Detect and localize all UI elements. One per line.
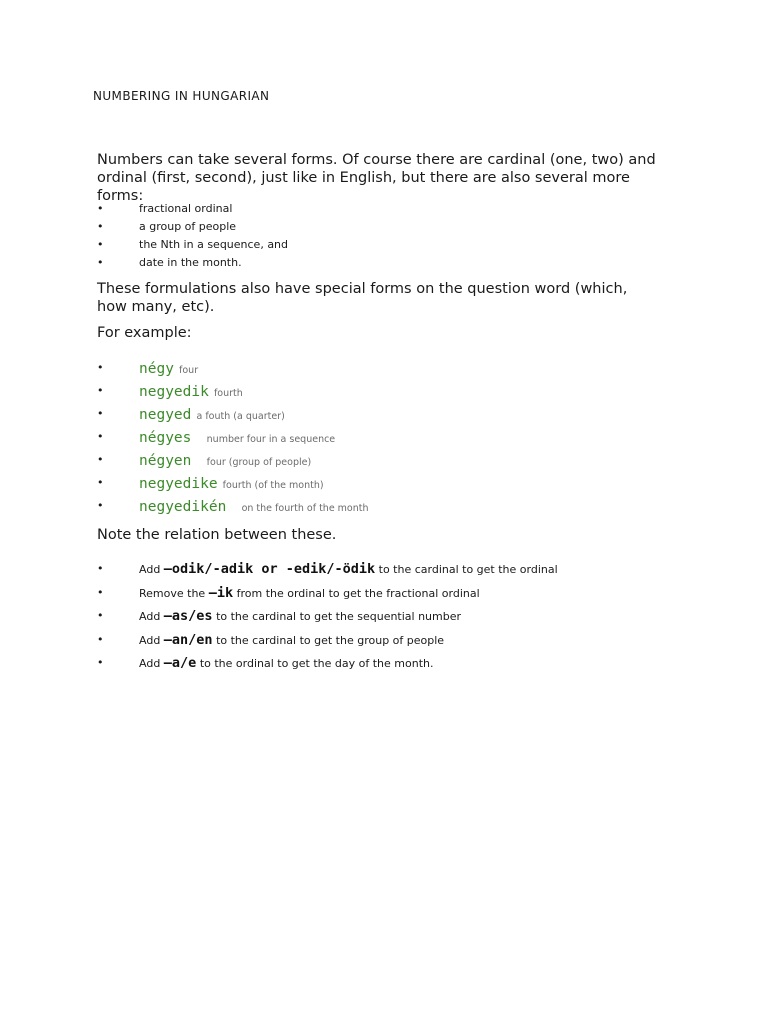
example-word: negyedike (139, 476, 218, 492)
relation-rest: to the ordinal to get the day of the month. (199, 657, 434, 670)
relation-suffix: –odik/-adik or -edik/-ödik (163, 561, 376, 577)
formulations-paragraph: These formulations also have special forms on the question word (which, how many, etc). (97, 281, 628, 315)
example-gloss: a fouth (a quarter) (196, 411, 285, 422)
relation-suffix: –as/es (163, 608, 213, 624)
for-example-heading: For example: (97, 325, 192, 341)
example-item (97, 497, 697, 520)
example-word: négyes (139, 430, 192, 446)
list-item (97, 202, 697, 220)
example-gloss: on the fourth of the month (241, 503, 369, 514)
relation-item (97, 631, 697, 655)
relation-rest: to the cardinal to get the ordinal (378, 563, 558, 576)
form-label: fractional ordinal (139, 202, 233, 215)
bullet: • (97, 585, 104, 599)
example-item (97, 474, 697, 497)
example-gloss: fourth (of the month) (222, 480, 324, 491)
relation-prefix: Remove the (139, 586, 206, 600)
bullet: • (97, 202, 104, 215)
list-item (97, 238, 697, 256)
form-label: the Nth in a sequence, and (139, 238, 289, 251)
example-gloss: four (group of people) (206, 457, 312, 468)
example-item (97, 359, 697, 382)
relation-prefix: Add (139, 633, 161, 647)
bullet: • (97, 384, 104, 397)
example-word: negyed (139, 407, 192, 423)
relation-prefix: Add (139, 610, 161, 623)
bullet: • (97, 407, 104, 420)
example-item (97, 382, 697, 405)
bullet: • (97, 256, 104, 269)
relation-item (97, 560, 697, 584)
examples-list (97, 359, 697, 520)
example-gloss: fourth (213, 388, 243, 399)
bullet: • (97, 562, 104, 575)
relation-rest: to the cardinal to get the group of people (216, 633, 445, 647)
bullet: • (97, 499, 104, 512)
bullet: • (97, 656, 104, 669)
form-label: date in the month. (139, 256, 242, 269)
forms-list (97, 202, 697, 274)
example-gloss: number four in a sequence (206, 434, 336, 445)
bullet: • (97, 430, 104, 443)
relation-item (97, 607, 697, 631)
relation-suffix: –a/e (163, 655, 197, 671)
relation-prefix: Add (139, 563, 161, 576)
relation-suffix: –ik (208, 584, 234, 601)
bullet: • (97, 238, 104, 251)
example-item (97, 451, 697, 474)
example-word: negyedikén (139, 499, 227, 515)
bullet: • (97, 220, 104, 233)
list-item (97, 256, 697, 274)
example-gloss: four (179, 365, 199, 376)
intro-paragraph: Numbers can take several forms. Of course there are cardinal (one, two) and ordinal (first, second), just like in English, but there are also several more forms: (97, 152, 656, 204)
note-paragraph: Note the relation between these. (97, 527, 337, 543)
list-item (97, 220, 697, 238)
relation-suffix: –an/en (163, 631, 213, 648)
bullet: • (97, 609, 104, 622)
example-word: negyedik (139, 384, 209, 400)
relation-rest: to the cardinal to get the sequential number (216, 610, 462, 623)
relation-rest: from the ordinal to get the fractional ordinal (236, 586, 480, 600)
example-item (97, 428, 697, 451)
example-item (97, 405, 697, 428)
relation-item (97, 584, 697, 608)
page-title: NUMBERING IN HUNGARIAN (93, 89, 270, 103)
example-word: négyen (139, 453, 192, 469)
bullet: • (97, 476, 104, 489)
bullet: • (97, 632, 104, 646)
example-word: négy (139, 361, 174, 377)
bullet: • (97, 361, 104, 374)
form-label: a group of people (139, 220, 237, 233)
bullet: • (97, 453, 104, 466)
relations-list (97, 560, 697, 678)
relation-item (97, 654, 697, 678)
relation-prefix: Add (139, 657, 161, 670)
